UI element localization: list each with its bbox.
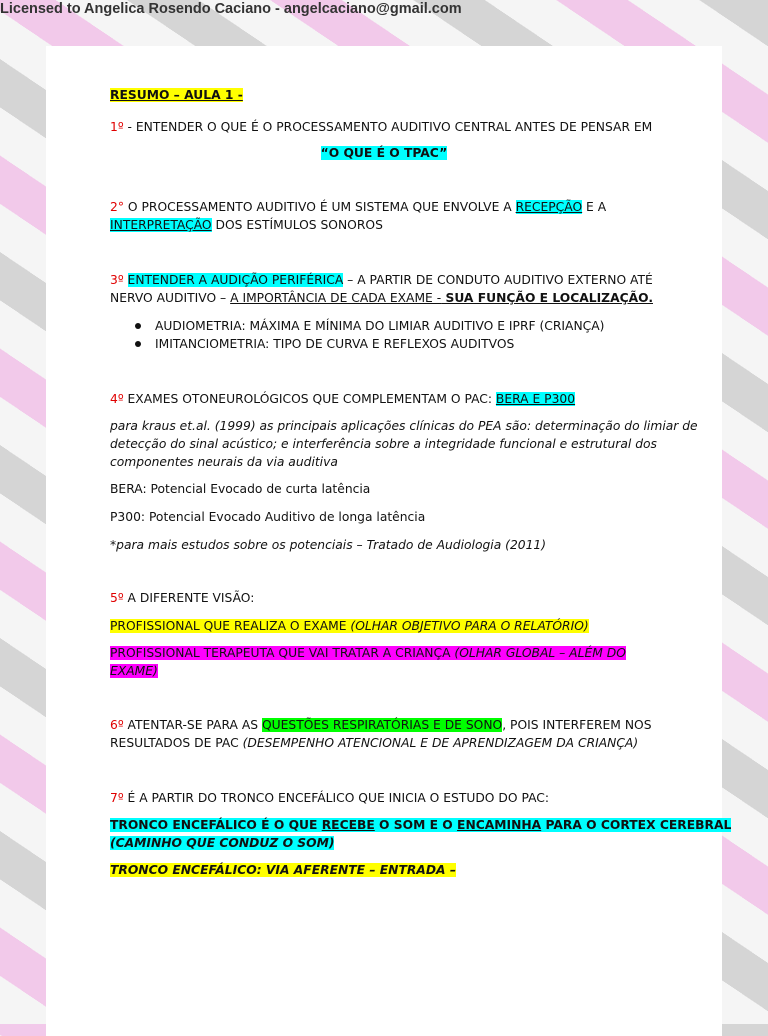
section-7-cyan-underline-1: RECEBE (321, 818, 375, 832)
section-4-highlight: BERA E P300 (495, 392, 576, 406)
section-3-number: 3º (110, 273, 124, 287)
document-page (46, 46, 732, 1036)
section-5-number: 5º (110, 591, 124, 605)
section-2-number: 2° (110, 200, 124, 214)
section-7-cyan-text-2: O SOM E O (374, 818, 458, 832)
section-2-highlight-interpretacao: INTERPRETAÇÃO (110, 218, 212, 232)
section-4-line-1 (110, 390, 658, 408)
section-7-text: É A PARTIR DO TRONCO ENCEFÁLICO QUE INICIA O ESTUDO DO PAC: (123, 791, 549, 805)
section-7-heading (110, 789, 658, 807)
section-7-cyan-text-1: TRONCO ENCEFÁLICO É O QUE (110, 818, 322, 832)
section-2-line-1 (110, 198, 658, 216)
section-5-yellow-italic: (OLHAR OBJETIVO PARA O RELATÓRIO) (350, 619, 589, 633)
page-title (110, 86, 658, 104)
section-6-number: 6º (110, 718, 124, 732)
section-5-magenta-text: PROFISSIONAL TERAPEUTA QUE VAI TRATAR A CRIANÇA (110, 646, 455, 660)
list-item: IMITANCIOMETRIA: TIPO DE CURVA E REFLEXOS AUDITVOS (110, 335, 658, 353)
section-7-cyan-line-1 (110, 816, 732, 834)
section-6-line-2 (110, 734, 658, 752)
section-2-text-c: DOS ESTÍMULOS SONOROS (211, 218, 383, 232)
section-2-text-a: O PROCESSAMENTO AUDITIVO É UM SISTEMA QUE ENVOLVE A (123, 200, 516, 214)
section-7-yellow-line (110, 861, 658, 879)
section-5-magenta-italic-2: EXAME) (110, 664, 158, 678)
section-3-text-b: NERVO AUDITIVO – (110, 291, 231, 305)
section-4-text: EXAMES OTONEUROLÓGICOS QUE COMPLEMENTAM O PAC: (123, 392, 496, 406)
section-5-heading (110, 589, 658, 607)
section-2-highlight-recepcao: RECEPÇÃO (515, 200, 583, 214)
section-3-underline-2: SUA FUNÇÃO E LOCALIZAÇÃO. (441, 291, 653, 305)
section-4-number: 4º (110, 392, 124, 406)
list-item: AUDIOMETRIA: MÁXIMA E MÍNIMA DO LIMIAR AUDITIVO E IPRF (CRIANÇA) (110, 317, 658, 335)
section-5-magenta-line-2 (110, 662, 658, 680)
section-3-bullets (110, 317, 658, 353)
section-3-underline-1: A IMPORTÂNCIA DE CADA EXAME - (230, 291, 442, 305)
section-5-magenta-italic: (OLHAR GLOBAL – ALÉM DO (454, 646, 626, 660)
section-6-text-b: , POIS INTERFEREM NOS (502, 718, 652, 732)
section-5-magenta-line-1 (110, 644, 658, 662)
section-7-number: 7º (110, 791, 124, 805)
section-7-cyan-italic: (CAMINHO QUE CONDUZ O SOM) (110, 836, 335, 850)
license-banner: Licensed to Angelica Rosendo Caciano - angelcaciano@gmail.com (0, 1, 462, 17)
section-6-text-a: ATENTAR-SE PARA AS (123, 718, 262, 732)
section-1-quote-line (110, 144, 658, 162)
section-1-text: - ENTENDER O QUE É O PROCESSAMENTO AUDITIVO CENTRAL ANTES DE PENSAR EM (123, 120, 653, 134)
section-6-text-c: RESULTADOS DE PAC (110, 736, 243, 750)
section-6-line-1 (110, 716, 658, 734)
section-4-p300: P300: Potencial Evocado Auditivo de longa latência (110, 510, 426, 524)
section-1 (110, 118, 658, 136)
section-4-bera: BERA: Potencial Evocado de curta latência (110, 482, 371, 496)
section-3-line-2 (110, 289, 658, 307)
section-4-italic-2: detecção do sinal acústico; e interferência sobre a integridade funcional e estrutural dos (110, 437, 657, 451)
section-3-line-1 (110, 271, 658, 289)
section-7-cyan-text-3: PARA O CORTEX CEREBRAL (541, 818, 732, 832)
section-7-cyan-underline-2: ENCAMINHA (457, 818, 542, 832)
section-4-italic-3: componentes neurais da via auditiva (110, 455, 338, 469)
section-5-text: A DIFERENTE VISÃO: (123, 591, 255, 605)
section-3-highlight: ENTENDER A AUDIÇÃO PERIFÉRICA (127, 273, 344, 287)
section-5-yellow-text: PROFISSIONAL QUE REALIZA O EXAME (110, 619, 351, 633)
section-6-highlight: QUESTÕES RESPIRATÓRIAS E DE SONO (261, 718, 503, 732)
section-4-note: *para mais estudos sobre os potenciais – Tratado de Audiologia (2011) (110, 538, 547, 552)
section-1-number: 1º (110, 120, 124, 134)
section-1-quote: “O QUE É O TPAC” (320, 146, 448, 160)
section-2-line-2 (110, 216, 658, 234)
section-2-text-b: E A (582, 200, 607, 214)
section-4-italic-1: para kraus et.al. (1999) as principais aplicações clínicas do PEA são: determinação do limiar de (110, 419, 698, 433)
section-7-cyan-line-2 (110, 834, 658, 852)
section-7-yellow-italic: TRONCO ENCEFÁLICO: VIA AFERENTE – ENTRADA – (110, 863, 456, 877)
section-3-text-a: – A PARTIR DE CONDUTO AUDITIVO EXTERNO ATÉ (343, 273, 653, 287)
title-text: RESUMO – AULA 1 - (110, 88, 243, 102)
section-5-yellow-line (110, 617, 658, 635)
section-6-italic: (DESEMPENHO ATENCIONAL E DE APRENDIZAGEM DA CRIANÇA) (242, 736, 639, 750)
